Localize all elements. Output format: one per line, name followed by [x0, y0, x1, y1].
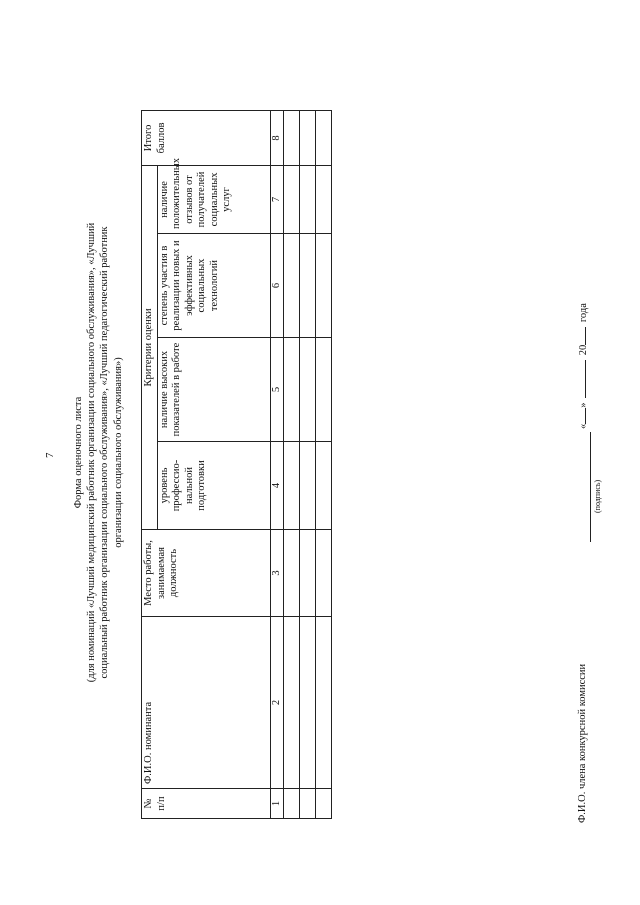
page-number: 7	[44, 452, 56, 458]
table-cell[interactable]	[316, 442, 332, 530]
table-cell[interactable]	[284, 442, 300, 530]
month-blank[interactable]	[575, 360, 586, 398]
table-cell[interactable]	[316, 617, 332, 789]
header-criteria-group: Критерии оценки	[142, 165, 158, 529]
table-cell[interactable]	[300, 165, 316, 233]
signature-line[interactable]	[590, 432, 591, 542]
form-title: Форма оценочного листа	[73, 396, 84, 509]
table-header-row	[142, 110, 158, 818]
table-cell[interactable]	[300, 789, 316, 819]
table-cell[interactable]	[300, 442, 316, 530]
day-blank[interactable]	[575, 408, 586, 424]
table-row	[300, 110, 316, 818]
date-close-quote: »	[578, 402, 589, 408]
table-cell[interactable]	[284, 789, 300, 819]
year-suffix: года	[578, 303, 589, 323]
date-open-quote: «	[578, 423, 589, 429]
table-cell[interactable]	[316, 110, 332, 165]
table-row	[284, 110, 300, 818]
table-cell[interactable]	[284, 165, 300, 233]
header-number: № п/п	[142, 789, 271, 819]
table-cell[interactable]	[300, 530, 316, 617]
table-cell[interactable]	[316, 165, 332, 233]
table-cell[interactable]	[300, 110, 316, 165]
year-blank[interactable]	[575, 327, 586, 345]
commission-member-label: Ф.И.О. члена конкурсной комиссии	[577, 663, 588, 823]
column-number: 8	[270, 110, 284, 165]
header-criterion-3: степень участия в реализации новых и эффективных социальных технологий	[157, 234, 270, 338]
column-number: 3	[270, 530, 284, 617]
form-subtitle-line-1: (для номинаций «Лучший медицинский работник организации социального обслуживания», «Лучший	[86, 222, 98, 683]
table-cell[interactable]	[284, 110, 300, 165]
column-number: 1	[270, 789, 284, 819]
table-cell[interactable]	[284, 617, 300, 789]
form-header	[72, 0, 125, 905]
column-number: 2	[270, 617, 284, 789]
table-cell[interactable]	[300, 338, 316, 442]
table-cell[interactable]	[284, 234, 300, 338]
evaluation-table	[141, 110, 332, 819]
year-prefix: 20	[578, 344, 589, 356]
column-number: 5	[270, 338, 284, 442]
table-cell[interactable]	[316, 530, 332, 617]
column-number: 7	[270, 165, 284, 233]
table-cell[interactable]	[284, 530, 300, 617]
column-number-row	[270, 110, 284, 818]
table-cell[interactable]	[316, 338, 332, 442]
column-number: 4	[270, 442, 284, 530]
table-cell[interactable]	[284, 338, 300, 442]
table-cell[interactable]	[316, 789, 332, 819]
header-criterion-2: наличие высоких показателей в работе	[157, 338, 270, 442]
form-subtitle-line-3: организации социального обслуживания»)	[112, 357, 124, 548]
header-nominee-name: Ф.И.О. номинанта	[142, 617, 271, 789]
header-criterion-1: уровень профессио-нальной подготовки	[157, 442, 270, 530]
table-cell[interactable]	[300, 234, 316, 338]
header-total: Итого баллов	[142, 110, 271, 165]
header-criterion-4: наличие положительных отзывов от получателей социальных услуг	[157, 165, 270, 233]
header-workplace: Место работы, занимаемая должность	[142, 530, 271, 617]
date-field	[575, 303, 589, 429]
table-cell[interactable]	[316, 234, 332, 338]
signature-caption: (подпись)	[593, 479, 602, 513]
table-cell[interactable]	[300, 617, 316, 789]
column-number: 6	[270, 234, 284, 338]
form-subtitle-line-2: социальный работник организации социального обслуживания», «Лучший педагогический работник	[99, 226, 111, 679]
table-row	[316, 110, 332, 818]
